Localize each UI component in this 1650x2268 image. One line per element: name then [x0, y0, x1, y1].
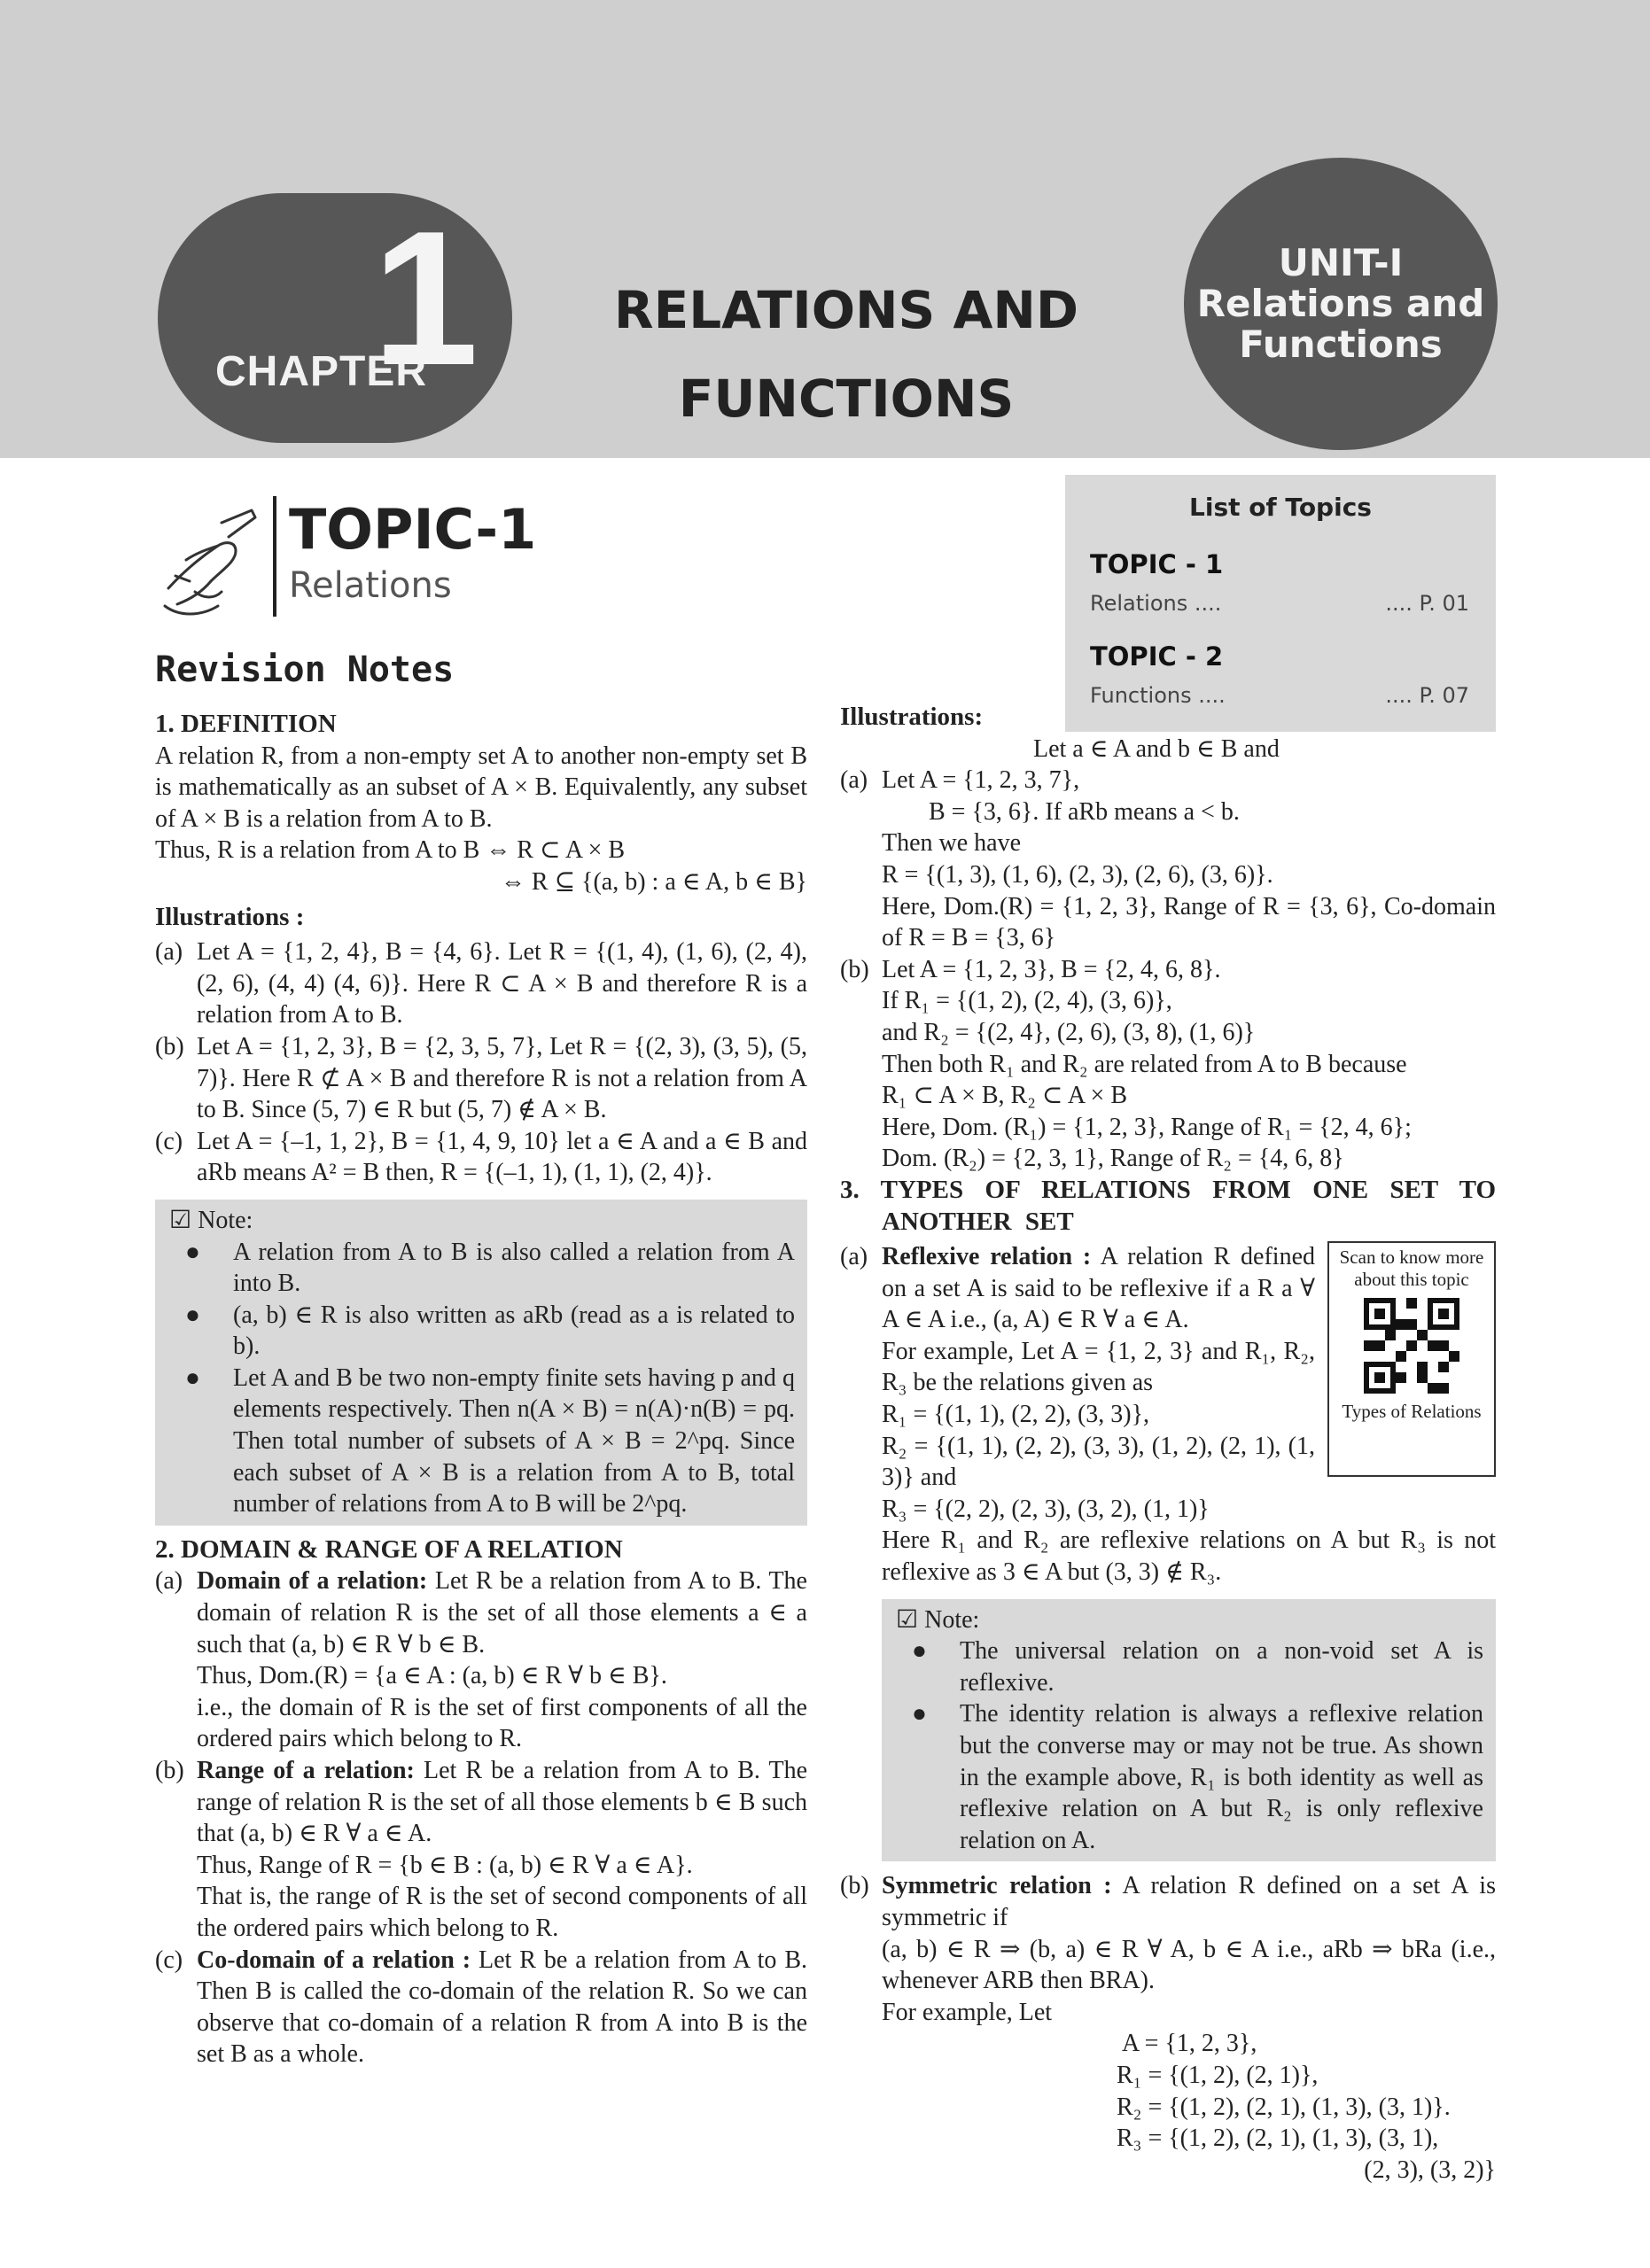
illustration-a-label: (a) [155, 938, 183, 967]
bullet-icon: ● [185, 1363, 200, 1392]
range-title: Range of a relation: [197, 1757, 415, 1784]
range-label: (b) [155, 1757, 184, 1784]
reflexive-text: A relation R defined on a set A is said to be reflexive if a R a ∀ A ∈ A i.e., (a, A) ∈ R ∀ a ∈ A. [882, 1243, 1316, 1334]
right-illustration-a-line-3: Then we have [882, 829, 1022, 858]
illustration-b-label: (b) [155, 1032, 184, 1060]
illustration-a-text: Let A = {1, 2, 4}, B = {4, 6}. Let R = {(1, 4), (1, 6), (2, 4), (2, 6), (4, 4) (4, 6)}. Here R ⊂ A × B and therefore R is a relation from A to B. [197, 938, 807, 1029]
domain-text: Let R be a relation from A to B. The domain of relation R is the set of all those elements a ∈ a such that (a, b) ∈ R ∀ b ∈ B. [197, 1567, 807, 1658]
bullet-icon: ● [912, 1700, 927, 1728]
range-item [155, 1755, 807, 1850]
symmetric-label: (b) [840, 1872, 869, 1900]
reflexive-item [840, 1241, 1496, 1588]
domain-title: Domain of a relation: [197, 1567, 428, 1596]
right-column [840, 702, 1496, 2186]
list-topic-1-name: Relations .... [1090, 591, 1222, 616]
note-item [169, 1237, 795, 1300]
list-topic-1-label: TOPIC - 1 [1090, 549, 1224, 579]
codomain-item [155, 1945, 807, 2070]
right-illustration-a-label: (a) [840, 766, 868, 795]
symmetric-title: Symmetric relation : [882, 1872, 1112, 1900]
qr-code-box[interactable] [1327, 1241, 1496, 1477]
list-topic-2-page: .... P. 07 [1385, 683, 1469, 708]
right-illustration-b-line-2: If R₁ = {(1, 2), (2, 4), (3, 6)}, [882, 987, 1172, 1015]
chapter-title-line-2: FUNCTIONS [678, 369, 1015, 429]
left-column [155, 709, 807, 2070]
illustration-c [155, 1126, 807, 1189]
note-box [155, 1200, 807, 1526]
chapter-label: CHAPTER [215, 348, 428, 395]
right-illustration-b [840, 954, 1496, 986]
right-illustration-b-line-5: R₁ ⊂ A × B, R₂ ⊂ A × B [882, 1082, 1127, 1110]
qr-caption-bottom: Types of Relations [1342, 1401, 1482, 1423]
reflexive-example: For example, Let A = {1, 2, 3} and R₁, R₂, R₃ be the relations given as [882, 1337, 1315, 1397]
right-illustration-a-line-1: Let A = {1, 2, 3, 7}, [882, 766, 1080, 795]
right-note-box [882, 1599, 1496, 1862]
chapter-title [611, 266, 1081, 443]
bullet-icon: ● [185, 1301, 200, 1329]
right-intro: Let a ∈ A and b ∈ B and [1033, 734, 1280, 763]
reflexive-label: (a) [840, 1243, 868, 1271]
reflexive-title: Reflexive relation : [882, 1243, 1092, 1271]
unit-badge [1184, 158, 1498, 450]
right-note-label: ☑ Note: [896, 1605, 980, 1634]
list-of-topics-box [1065, 475, 1496, 732]
symmetric-item [840, 1870, 1496, 1933]
unit-label: UNIT-I [1278, 241, 1404, 284]
right-note-text: The universal relation on a non-void set A is reflexive. [960, 1637, 1483, 1697]
codomain-title: Co-domain of a relation : [197, 1946, 471, 1974]
qr-caption-top: Scan to know more about this topic [1339, 1247, 1484, 1291]
chapter-number: 1 [372, 190, 479, 405]
section-2-heading: 2. DOMAIN & RANGE OF A RELATION [155, 1534, 623, 1564]
topic-title: TOPIC-1 [289, 497, 537, 562]
right-note-item [896, 1698, 1483, 1856]
definition-paragraph: A relation R, from a non-empty set A to another non-empty set B is mathematically as an subset of A × B. Equivalently, any subset of A × B is a relation from A to B. [155, 742, 807, 833]
symmetric-r3: R₃ = {(1, 2), (2, 1), (1, 3), (3, 1), [1117, 2124, 1439, 2153]
illustration-b-text: Let A = {1, 2, 3}, B = {2, 3, 5, 7}, Let R = {(2, 3), (3, 5), (5, 7)}. Here R ⊄ A × B and therefore R is not a relation from A to B. Since (5, 7) ∈ R but (5, 7) ∉ A × B. [197, 1032, 807, 1124]
list-topic-2-name: Functions .... [1090, 683, 1226, 708]
topic-divider [273, 496, 276, 617]
illustration-a [155, 936, 807, 1031]
bullet-icon: ● [185, 1238, 200, 1266]
domain-thus: Thus, Dom.(R) = {a ∈ A : (a, b) ∈ R ∀ b ∈ B}. [197, 1662, 667, 1690]
symmetric-r3-cont: (2, 3), (3, 2)} [1364, 2155, 1496, 2184]
symmetric-r2: R₂ = {(1, 2), (2, 1), (1, 3), (3, 1)}. [1117, 2093, 1451, 2121]
list-of-topics-heading: List of Topics [1189, 493, 1372, 522]
section-3-heading: 3. TYPES OF RELATIONS FROM ONE SET TO ANOTHER SET [840, 1175, 1496, 1236]
bullet-icon: ● [912, 1637, 927, 1666]
reflexive-r1: R₁ = {(1, 1), (2, 2), (3, 3)}, [882, 1401, 1150, 1429]
symmetric-set-a: A = {1, 2, 3}, [1122, 2030, 1257, 2058]
right-illustration-b-line-6: Here, Dom. (R₁) = {1, 2, 3}, Range of R₁ = {2, 4, 6}; [882, 1113, 1412, 1141]
right-illustration-b-label: (b) [840, 955, 869, 983]
right-illustration-b-line-3: and R₂ = {(2, 4}, (2, 6), (3, 8), (1, 6)} [882, 1018, 1256, 1046]
right-illustration-a-line-2: B = {3, 6}. If aRb means a < b. [929, 797, 1240, 826]
note-text: Let A and B be two non-empty finite sets having p and q elements respectively. Then n(A × B) = n(A)·n(B) = pq. Then total number of subsets of A × B = 2^pq. Since each subset of A × B is a relation from A to B, total number of relations from A to B will be 2^pq. [233, 1363, 795, 1518]
note-text: (a, b) ∈ R is also written as aRb (read as a is related to b). [233, 1301, 795, 1361]
right-illustrations-heading: Illustrations: [840, 703, 984, 731]
symmetric-line-2: (a, b) ∈ R ⇒ (b, a) ∈ R ∀ A, b ∈ A i.e., aRb ⇒ bRa (i.e., whenever ARB then BRA). [882, 1935, 1496, 1995]
codomain-text: Let R be a relation from A to B. Then B is called the co-domain of the relation R. So we can observe that co-domain of a relation R from A into B is the set B as a whole. [197, 1946, 808, 2069]
right-illustration-a-line-4: R = {(1, 3), (1, 6), (2, 3), (2, 6), (3, 6)}. [882, 860, 1273, 889]
right-illustration-a [840, 765, 1496, 796]
domain-label: (a) [155, 1567, 183, 1596]
right-illustration-b-line-1: Let A = {1, 2, 3}, B = {2, 4, 6, 8}. [882, 955, 1221, 983]
symmetric-r1: R₁ = {(1, 2), (2, 1)}, [1117, 2061, 1319, 2089]
section-1-heading: 1. DEFINITION [155, 710, 337, 738]
note-text: A relation from A to B is also called a relation from A into B. [233, 1238, 795, 1298]
illustration-b [155, 1031, 807, 1126]
qr-code-icon [1364, 1298, 1459, 1394]
unit-name-line-1: Relations and [1196, 282, 1485, 325]
list-topic-2-label: TOPIC - 2 [1090, 641, 1224, 672]
right-note-text: The identity relation is always a reflexive relation but the converse may or may not be true. As shown in the example above, R₁ is both identity as well as reflexive relation on A but R₂ is only reflexive relation on A. [960, 1700, 1483, 1854]
range-text: Let R be a relation from A to B. The range of relation R is the set of all those elements b ∈ B such that (a, b) ∈ R ∀ a ∈ A. [197, 1757, 807, 1848]
topic-subtitle: Relations [289, 565, 452, 606]
definition-thus-2: ⇔ R ⊆ {(a, b) : a ∈ A, b ∈ B} [500, 867, 807, 896]
range-thus: Thus, Range of R = {b ∈ B : (a, b) ∈ R ∀ a ∈ A}. [197, 1851, 693, 1879]
note-label: ☑ Note: [169, 1206, 253, 1234]
symmetric-example: For example, Let [882, 1998, 1053, 2026]
range-that: That is, the range of R is the set of second components of all the ordered pairs which belong to R. [197, 1883, 807, 1942]
definition-thus: Thus, R is a relation from A to B ⇔ R ⊂ A × B [155, 836, 626, 865]
note-item [169, 1300, 795, 1363]
writing-hand-icon [160, 507, 271, 622]
symmetric-text: A relation R defined on a set A is symmetric if [882, 1872, 1496, 1931]
reflexive-r3: R₃ = {(2, 2), (2, 3), (3, 2), (1, 1)} [882, 1495, 1210, 1523]
list-topic-1-page: .... P. 01 [1385, 591, 1469, 616]
domain-item [155, 1565, 807, 1660]
illustration-c-label: (c) [155, 1127, 183, 1155]
right-note-item [896, 1635, 1483, 1698]
illustrations-heading: Illustrations : [155, 902, 305, 931]
reflexive-here: Here R₁ and R₂ are reflexive relations on A but R₃ is not reflexive as 3 ∈ A but (3, 3) ∉ R₃. [882, 1526, 1496, 1587]
right-illustration-b-line-4: Then both R₁ and R₂ are related from A to B because [882, 1050, 1407, 1078]
reflexive-r2: R₂ = {(1, 1), (2, 2), (3, 3), (1, 2), (2, 1), (1, 3)} and [882, 1432, 1315, 1492]
illustration-c-text: Let A = {–1, 1, 2}, B = {1, 4, 9, 10} let a ∈ A and a ∈ B and aRb means A² = B then, R = {(–1, 1), (1, 1), (2, 4)}. [197, 1127, 807, 1187]
codomain-label: (c) [155, 1946, 183, 1974]
unit-name-line-2: Functions [1239, 322, 1443, 366]
right-illustration-b-line-7: Dom. (R₂) = {2, 3, 1}, Range of R₂ = {4, 6, 8} [882, 1145, 1344, 1173]
domain-ie: i.e., the domain of R is the set of first components of all the ordered pairs which belong to R. [197, 1693, 807, 1753]
revision-notes-heading: Revision Notes [155, 649, 455, 690]
chapter-title-line-1: RELATIONS AND [613, 280, 1079, 340]
note-item [169, 1363, 795, 1520]
right-illustration-a-line-5: Here, Dom.(R) = {1, 2, 3}, Range of R = {3, 6}, Co-domain of R = B = {3, 6} [882, 892, 1496, 952]
